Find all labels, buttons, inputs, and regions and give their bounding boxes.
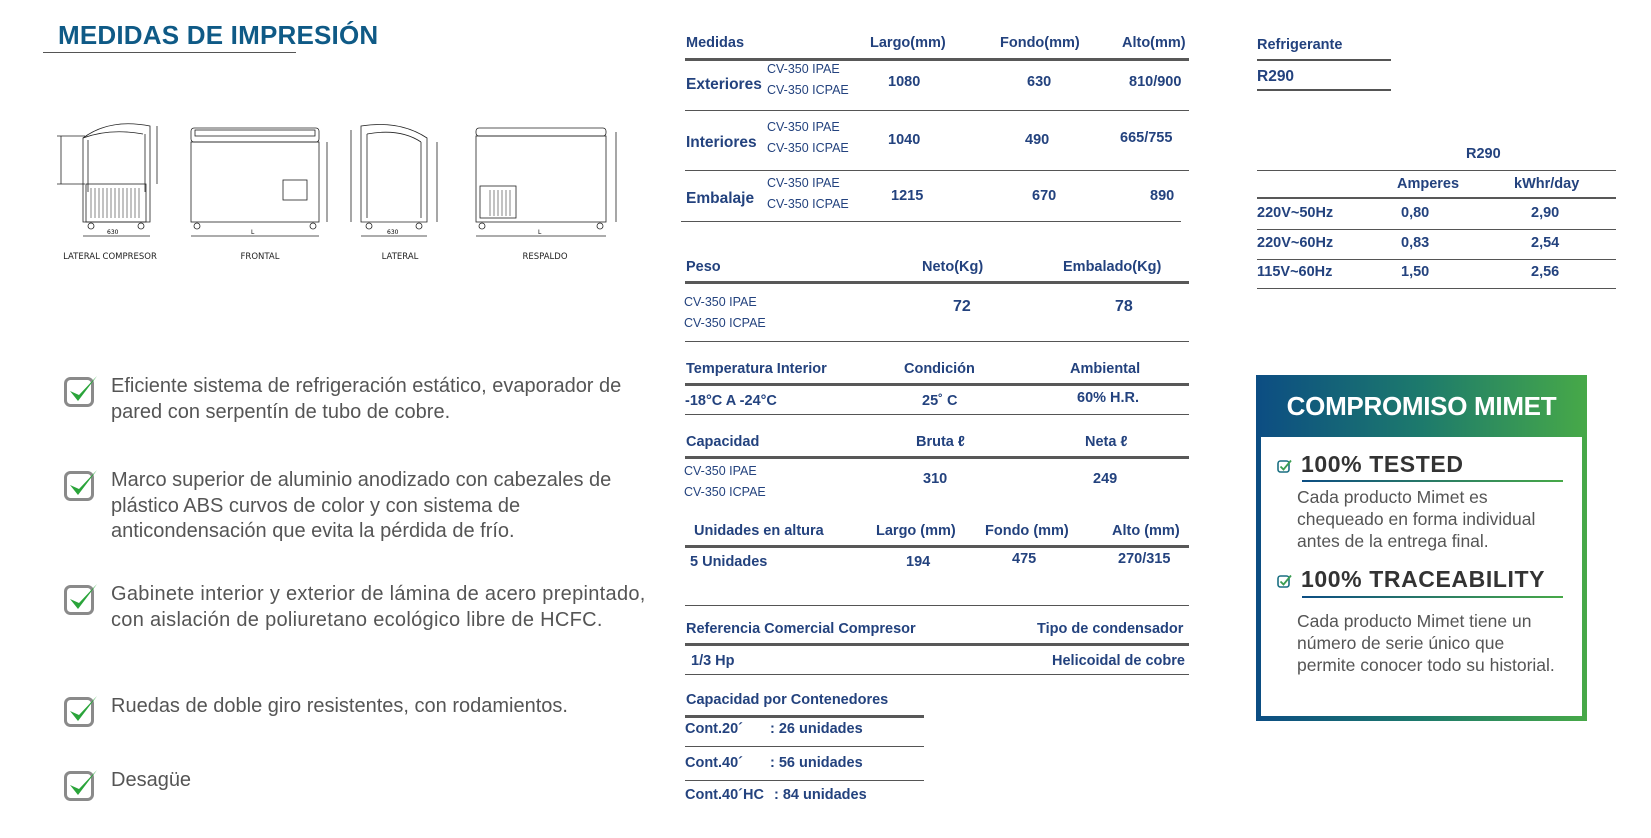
unidades-alto: 270/315 bbox=[1118, 551, 1171, 567]
amperes-header: Amperes bbox=[1397, 176, 1460, 192]
unidades-fondo-header: Fondo (mm) bbox=[985, 523, 1069, 539]
dim-L: L bbox=[538, 229, 542, 236]
model-name: CV-350 ICPAE bbox=[767, 197, 849, 211]
condicion-header: Condición bbox=[904, 361, 975, 377]
container-label: Cont.40´HC bbox=[685, 787, 764, 803]
amperes-value: 0,80 bbox=[1401, 205, 1430, 221]
divider bbox=[685, 281, 1189, 284]
model-name: CV-350 IPAE bbox=[767, 62, 840, 76]
divider bbox=[1257, 288, 1616, 289]
feature-text: Marco superior de aluminio anodizado con cabezales de plástico ABS curvos de color y con sistema de anticondensación que evita la pérdida de frío. bbox=[111, 469, 612, 542]
compresor-header: Referencia Comercial Compresor bbox=[686, 621, 916, 637]
peso-model: CV-350 IPAE bbox=[684, 295, 757, 309]
divider bbox=[685, 746, 924, 747]
divider bbox=[685, 456, 1189, 459]
unidades-alto-header: Alto (mm) bbox=[1112, 523, 1180, 539]
peso-model: CV-350 ICPAE bbox=[684, 316, 766, 330]
tested-underline bbox=[1302, 480, 1563, 482]
dim-L: L bbox=[251, 229, 255, 236]
freezer-front-drawing bbox=[185, 118, 335, 246]
neta-header: Neta ℓ bbox=[1085, 434, 1128, 450]
capacidad-neta: 249 bbox=[1093, 471, 1118, 487]
fondo-value: 670 bbox=[1032, 188, 1057, 204]
check-icon bbox=[64, 582, 98, 616]
container-value: : 84 unidades bbox=[774, 787, 867, 803]
unidades-fondo: 475 bbox=[1012, 551, 1037, 567]
condensador-header: Tipo de condensador bbox=[1037, 621, 1184, 637]
capacidad-model: CV-350 ICPAE bbox=[684, 485, 766, 499]
freezer-side-compressor-drawing bbox=[55, 118, 165, 246]
diagram-respaldo bbox=[470, 118, 620, 246]
divider bbox=[1257, 197, 1616, 199]
largo-value: 1040 bbox=[888, 132, 921, 148]
feature-text: Desagüe bbox=[111, 769, 192, 791]
divider bbox=[681, 221, 1181, 222]
compresor-value: 1/3 Hp bbox=[691, 653, 735, 669]
alto-value: 810/900 bbox=[1129, 74, 1182, 90]
kwh-value: 2,54 bbox=[1531, 235, 1560, 251]
freezer-back-drawing bbox=[470, 118, 620, 246]
compromiso-mimet-panel bbox=[1256, 375, 1587, 721]
divider bbox=[685, 341, 1189, 342]
capacidad-header: Capacidad bbox=[686, 434, 760, 450]
unidades-count: 5 Unidades bbox=[690, 554, 768, 570]
model-name: CV-350 ICPAE bbox=[767, 141, 849, 155]
divider bbox=[1257, 259, 1616, 260]
divider bbox=[685, 110, 1189, 111]
traceability-underline bbox=[1302, 596, 1563, 598]
voltage-label: 220V~50Hz bbox=[1257, 205, 1334, 221]
ambiental-value: 60% H.R. bbox=[1077, 390, 1140, 406]
row-label: Exteriores bbox=[686, 76, 762, 93]
diagram-label: LATERAL COMPRESOR bbox=[63, 252, 157, 262]
diagram-frontal bbox=[185, 118, 335, 246]
alto-header: Alto(mm) bbox=[1122, 35, 1186, 51]
unidades-largo: 194 bbox=[906, 554, 931, 570]
freezer-side-drawing bbox=[345, 118, 455, 246]
embalado-header: Embalado(Kg) bbox=[1063, 259, 1162, 275]
divider bbox=[1257, 229, 1616, 230]
refrigerante-value: R290 bbox=[1257, 68, 1295, 85]
divider bbox=[685, 643, 1189, 646]
model-name: CV-350 IPAE bbox=[767, 120, 840, 134]
alto-value: 665/755 bbox=[1120, 130, 1173, 146]
amperes-value: 0,83 bbox=[1401, 235, 1430, 251]
peso-neto: 72 bbox=[953, 298, 971, 315]
divider bbox=[685, 674, 1189, 675]
compromiso-title: COMPROMISO MIMET bbox=[1286, 391, 1557, 421]
traceability-heading: 100% TRACEABILITY bbox=[1301, 566, 1546, 592]
dim-630: 630 bbox=[107, 229, 119, 236]
divider bbox=[685, 780, 924, 781]
feature-text: Ruedas de doble giro resistentes, con rodamientos. bbox=[111, 695, 568, 717]
divider bbox=[1257, 170, 1616, 171]
capacidad-bruta: 310 bbox=[923, 471, 948, 487]
check-box-icon bbox=[1277, 459, 1292, 474]
feature-text: Gabinete interior y exterior de lámina de acero prepintado, con aislación de poliuretano ecológico libre de HCFC. bbox=[111, 583, 646, 631]
bruta-header: Bruta ℓ bbox=[916, 434, 965, 450]
unidades-largo-header: Largo (mm) bbox=[876, 523, 956, 539]
ambiental-header: Ambiental bbox=[1070, 361, 1141, 377]
check-icon bbox=[64, 374, 98, 408]
capacidad-model: CV-350 IPAE bbox=[684, 464, 757, 478]
refrigerante-header: Refrigerante bbox=[1257, 37, 1343, 53]
container-value: : 26 unidades bbox=[770, 721, 863, 737]
diagram-label: FRONTAL bbox=[240, 252, 280, 262]
container-label: Cont.20´ bbox=[685, 721, 743, 737]
compromiso-content bbox=[1261, 437, 1582, 716]
diagram-label: RESPALDO bbox=[522, 252, 568, 262]
check-icon bbox=[64, 694, 98, 728]
medidas-header: Medidas bbox=[686, 35, 745, 51]
diagram-lateral bbox=[345, 118, 455, 246]
page-title: MEDIDAS DE IMPRESIÓN bbox=[58, 20, 379, 50]
diagram-lateral-compresor bbox=[55, 118, 165, 246]
container-value: : 56 unidades bbox=[770, 755, 863, 771]
model-name: CV-350 ICPAE bbox=[767, 83, 849, 97]
fondo-value: 490 bbox=[1025, 132, 1050, 148]
neto-header: Neto(Kg) bbox=[922, 259, 984, 275]
check-icon bbox=[64, 468, 98, 502]
fondo-value: 630 bbox=[1027, 74, 1052, 90]
temperatura-header: Temperatura Interior bbox=[686, 361, 827, 377]
condicion-value: 25˚ C bbox=[922, 393, 958, 409]
divider bbox=[1257, 89, 1391, 91]
tested-heading: 100% TESTED bbox=[1301, 451, 1464, 477]
kwh-value: 2,90 bbox=[1531, 205, 1560, 221]
peso-embalado: 78 bbox=[1115, 298, 1133, 315]
divider bbox=[685, 58, 1189, 61]
peso-header: Peso bbox=[686, 259, 721, 275]
divider bbox=[685, 605, 1189, 606]
diagram-label: LATERAL bbox=[381, 252, 419, 262]
kwh-header: kWhr/day bbox=[1514, 176, 1580, 192]
electrico-title: R290 bbox=[1466, 146, 1501, 162]
largo-header: Largo(mm) bbox=[870, 35, 946, 51]
divider bbox=[1257, 59, 1391, 61]
alto-value: 890 bbox=[1150, 188, 1175, 204]
tested-text: Cada producto Mimet es chequeado en forma individual antes de la entrega final. bbox=[1297, 487, 1536, 551]
unidades-header: Unidades en altura bbox=[694, 523, 824, 539]
condensador-value: Helicoidal de cobre bbox=[1052, 653, 1185, 669]
divider bbox=[685, 545, 1189, 548]
voltage-label: 115V~60Hz bbox=[1257, 264, 1333, 280]
fondo-header: Fondo(mm) bbox=[1000, 35, 1080, 51]
feature-text: Eficiente sistema de refrigeración estático, evaporador de pared con serpentín de tubo de cobre. bbox=[111, 375, 622, 423]
row-label: Interiores bbox=[686, 134, 757, 151]
largo-value: 1080 bbox=[888, 74, 921, 90]
temperatura-range: -18°C A -24°C bbox=[685, 393, 777, 409]
contenedores-header: Capacidad por Contenedores bbox=[686, 692, 889, 708]
voltage-label: 220V~60Hz bbox=[1257, 235, 1334, 251]
divider bbox=[685, 383, 1189, 386]
row-label: Embalaje bbox=[686, 190, 755, 207]
traceability-text: Cada producto Mimet tiene un número de serie único que permite conocer todo su historial. bbox=[1297, 611, 1555, 675]
kwh-value: 2,56 bbox=[1531, 264, 1560, 280]
divider bbox=[685, 414, 1189, 415]
model-name: CV-350 IPAE bbox=[767, 176, 840, 190]
check-icon bbox=[64, 768, 98, 802]
largo-value: 1215 bbox=[891, 188, 924, 204]
container-label: Cont.40´ bbox=[685, 755, 743, 771]
divider bbox=[685, 170, 1189, 171]
amperes-value: 1,50 bbox=[1401, 264, 1430, 280]
dim-630: 630 bbox=[387, 229, 399, 236]
divider bbox=[685, 715, 924, 718]
check-box-icon bbox=[1277, 574, 1292, 589]
title-underline bbox=[43, 52, 296, 53]
